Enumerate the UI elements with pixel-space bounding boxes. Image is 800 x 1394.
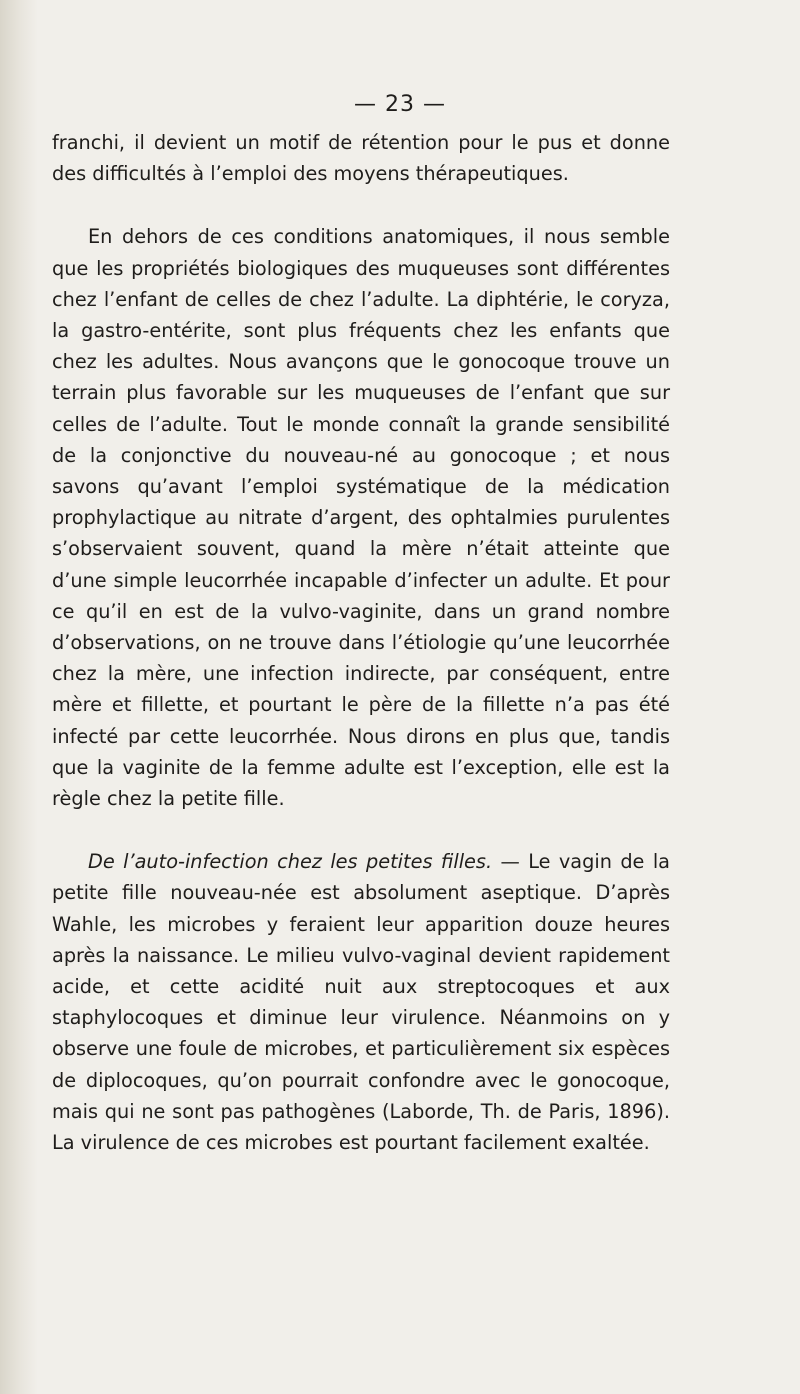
paragraph-auto-infection-text: — Le vagin de la petite fille nouveau-née est absolument aseptique. D’après Wahle, les microbes y feraient leur apparition douze heures après la naissance. Le milieu vulvo-vaginal devient rapidement acide, et cette acidité nuit aux streptocoques et aux staphylocoques et diminue leur virulence. Néanmoins on y observe une foule de microbes, et particulièrement six espèces de diplocoques, qu’on pourrait confondre avec le gonocoque, mais qui ne sont pas pathogènes (Laborde, Th. de Paris, 1896). La virulence de ces microbes est pourtant facilement exaltée. bbox=[52, 850, 670, 1155]
page-number: — 23 — bbox=[354, 92, 446, 117]
page-edge-shadow bbox=[0, 0, 38, 1394]
body-text bbox=[52, 127, 670, 1158]
section-heading-auto-infection: De l’auto-infection chez les petites filles. bbox=[88, 850, 493, 874]
paragraph-continuation: franchi, il devient un motif de rétention pour le pus et donne des difficultés à l’emploi des moyens thérapeutiques. bbox=[52, 131, 670, 186]
paragraph-auto-infection bbox=[52, 846, 670, 1158]
paragraph-biological-properties: En dehors de ces conditions anatomiques, il nous semble que les propriétés biologiques des muqueuses sont différentes chez l’enfant de celles de chez l’adulte. La diphtérie, le coryza, la gastro-entérite, sont plus fréquents chez les enfants que chez les adultes. Nous avançons que le gonocoque trouve un terrain plus favorable sur les muqueuses de l’enfant que sur celles de l’adulte. Tout le monde connaît la grande sensibilité de la conjonctive du nouveau-né au gonocoque ; et nous savons qu’avant l’emploi systématique de la médication prophylactique au nitrate d’argent, des ophtalmies purulentes s’observaient souvent, quand la mère n’était atteinte que d’une simple leucorrhée incapable d’infecter un adulte. Et pour ce qu’il en est de la vulvo-vaginite, dans un grand nombre d’observations, on ne trouve dans l’étiologie qu’une leucorrhée chez la mère, une infection indirecte, par conséquent, entre mère et fillette, et pourtant le père de la fillette n’a pas été infecté par cette leucorrhée. Nous dirons en plus que, tandis que la vaginite de la femme adulte est l’exception, elle est la règle chez la petite fille. bbox=[52, 225, 670, 811]
